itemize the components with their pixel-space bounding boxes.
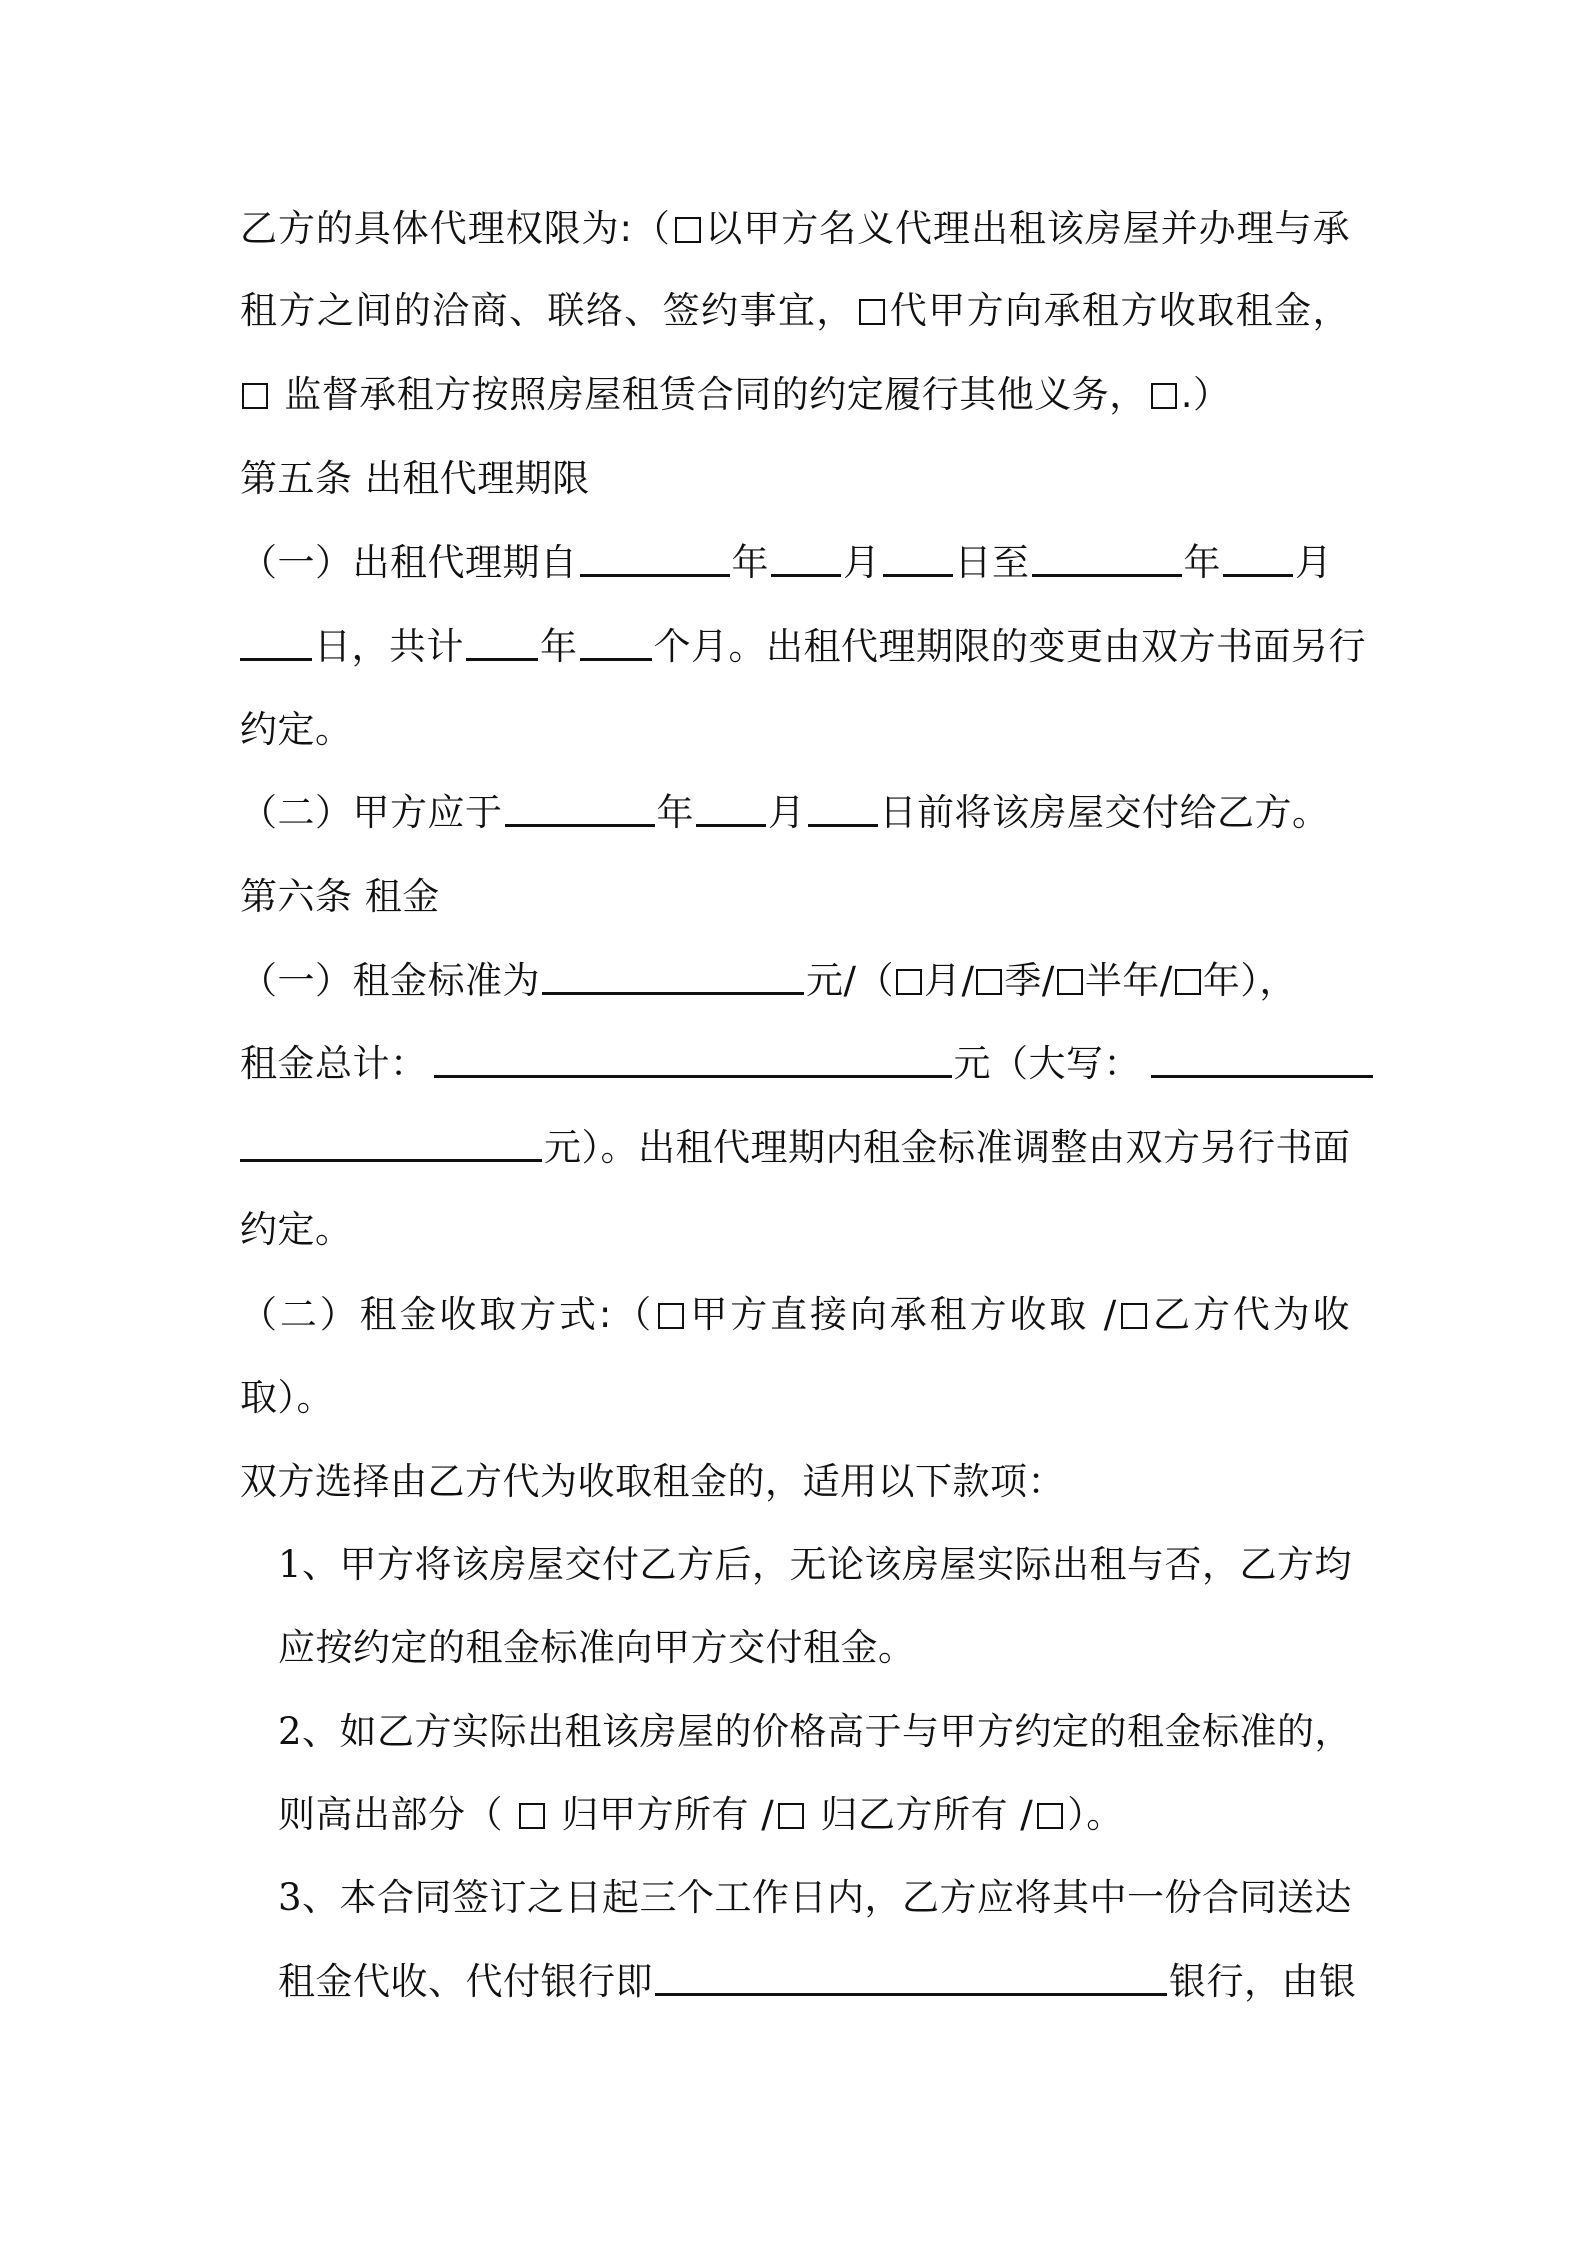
text-segment: 租方之间的洽商、联络、签约事宜， (240, 289, 855, 332)
rent-standard-line (240, 955, 1350, 1007)
text-segment: 归乙方所有 / (820, 1793, 1034, 1836)
text-segment: 日至 (954, 541, 1030, 584)
checkbox-monthly[interactable] (896, 969, 922, 995)
article-four-scope-line-1 (240, 203, 1350, 255)
text-segment: 年 (540, 625, 578, 668)
rent-collection-method-line (240, 1289, 1350, 1341)
text-segment: 甲方应于 (352, 791, 503, 834)
checkbox-agent-collects[interactable] (1121, 1303, 1147, 1329)
item-1-line-1 (278, 1539, 1353, 1591)
article-five-heading (240, 453, 1350, 505)
text-segment: 约定。 (240, 708, 353, 751)
checkbox-half-year[interactable] (1057, 969, 1083, 995)
delivery-year-blank[interactable] (505, 794, 655, 827)
article-title: 出租代理期限 (352, 457, 590, 500)
rent-total-line-2 (240, 1122, 1350, 1174)
text-segment: .） (1180, 373, 1231, 416)
text-segment: 年）， (1202, 959, 1297, 1002)
article-four-scope-line-3 (240, 369, 1350, 421)
bank-name-blank[interactable] (655, 1963, 1167, 1996)
total-months-blank[interactable] (580, 628, 652, 661)
item-number: 1、 (278, 1543, 340, 1586)
clause-number: （一） (240, 959, 353, 1002)
text-segment: 甲方直接向承租方收取 / (688, 1293, 1117, 1336)
clause-number: （二） (240, 1293, 360, 1336)
item-number: 2、 (278, 1710, 340, 1753)
end-month-blank[interactable] (1223, 544, 1293, 577)
text-segment: 乙方代为收 (1150, 1293, 1351, 1336)
text-segment: 甲方将该房屋交付乙方后，无论该房屋实际出租与否，乙方均 (339, 1543, 1353, 1586)
text-segment: 租金代收、代付银行即 (278, 1960, 653, 2003)
text-segment: 归甲方所有 / (561, 1793, 775, 1836)
article-title: 第六条 租金 (240, 875, 440, 918)
rent-standard-blank[interactable] (542, 962, 804, 995)
text-segment: 乙方的具体代理权限为:（ (240, 207, 671, 250)
text-segment: 租金收取方式:（ (359, 1293, 655, 1336)
text-segment: 元）。出租代理期内租金标准调整由双方另行书面 (544, 1126, 1351, 1169)
checkbox-excess-to-landlord[interactable] (519, 1803, 545, 1829)
text-segment: 如乙方实际出租该房屋的价格高于与甲方约定的租金标准的， (339, 1710, 1353, 1753)
item-2-line-1 (278, 1706, 1353, 1758)
checkbox-agency-lease[interactable] (675, 217, 701, 243)
agency-period-line-1 (240, 537, 1350, 589)
end-year-blank[interactable] (1032, 544, 1182, 577)
start-year-blank[interactable] (580, 544, 730, 577)
rent-total-line-3 (240, 1204, 1350, 1256)
text-segment: 月 (843, 541, 881, 584)
item-number: 3、 (278, 1876, 340, 1919)
text-segment: 月 (768, 791, 806, 834)
agent-collection-intro (240, 1456, 1350, 1508)
start-month-blank[interactable] (771, 544, 841, 577)
text-segment: 个月。出租代理期限的变更由双方书面另行 (653, 625, 1366, 668)
start-day-blank[interactable] (883, 544, 953, 577)
text-segment: 以甲方名义代理出租该房屋并办理与承 (704, 207, 1350, 250)
rent-total-blank[interactable] (434, 1045, 952, 1078)
clause-number: （一） (240, 541, 353, 584)
rent-total-line (240, 1038, 1350, 1090)
text-segment: 本合同签订之日起三个工作日内，乙方应将其中一份合同送达 (339, 1876, 1353, 1919)
text-segment: ）。 (1067, 1793, 1124, 1836)
agency-period-line-3 (240, 704, 1350, 756)
text-segment: 租金总计： (240, 1042, 428, 1085)
delivery-date-line (240, 787, 1350, 839)
article-four-scope-line-2 (240, 285, 1350, 337)
text-segment: 半年/ (1084, 959, 1173, 1002)
checkbox-excess-other[interactable] (1037, 1803, 1063, 1829)
total-years-blank[interactable] (466, 628, 538, 661)
rent-collection-method-line-2 (240, 1372, 1350, 1424)
text-segment: 出租代理期自 (352, 541, 578, 584)
item-2-line-2 (278, 1789, 1350, 1841)
checkbox-supervise[interactable] (242, 383, 268, 409)
text-segment: 代甲方向承租方收取租金， (888, 289, 1351, 332)
rent-total-uppercase-blank[interactable] (1151, 1045, 1373, 1078)
text-segment: 年 (656, 791, 694, 834)
delivery-month-blank[interactable] (696, 794, 766, 827)
item-1-line-2 (278, 1622, 1350, 1674)
text-segment: 则高出部分（ (278, 1793, 503, 1836)
checkbox-landlord-collects[interactable] (658, 1303, 684, 1329)
text-segment: 日前将该房屋交付给乙方。 (879, 791, 1330, 834)
text-segment: 租金标准为 (352, 959, 540, 1002)
text-segment: 月 (1295, 541, 1333, 584)
article-number: 第五条 (240, 457, 353, 500)
text-segment: 年 (731, 541, 769, 584)
text-segment: 元（大写： (953, 1042, 1141, 1085)
checkbox-yearly[interactable] (1175, 969, 1201, 995)
article-six-heading (240, 871, 1350, 923)
text-segment: 监督承租方按照房屋租赁合同的约定履行其他义务， (284, 373, 1147, 416)
checkbox-collect-rent[interactable] (859, 299, 885, 325)
delivery-day-blank[interactable] (808, 794, 878, 827)
text-segment: 月/ (923, 959, 975, 1002)
text-segment: 约定。 (240, 1208, 353, 1251)
clause-number: （二） (240, 791, 353, 834)
text-segment: 季/ (1004, 959, 1055, 1002)
text-segment: 银行，由银 (1169, 1960, 1357, 2003)
text-segment: 双方选择由乙方代为收取租金的，适用以下款项： (240, 1460, 1065, 1503)
text-segment: 日，共计 (314, 625, 464, 668)
item-3-line-1 (278, 1872, 1353, 1924)
text-segment: 元/（ (806, 959, 894, 1002)
item-3-line-2 (278, 1956, 1357, 2008)
text-segment: 年 (1183, 541, 1221, 584)
rent-total-uppercase-blank-cont[interactable] (240, 1129, 542, 1162)
text-segment: 应按约定的租金标准向甲方交付租金。 (278, 1626, 916, 1669)
checkbox-other[interactable] (1151, 383, 1177, 409)
checkbox-quarterly[interactable] (976, 969, 1002, 995)
agency-period-line-2 (240, 621, 1366, 673)
checkbox-excess-to-agent[interactable] (778, 1803, 804, 1829)
text-segment: 取）。 (240, 1376, 334, 1419)
end-day-blank[interactable] (240, 628, 312, 661)
